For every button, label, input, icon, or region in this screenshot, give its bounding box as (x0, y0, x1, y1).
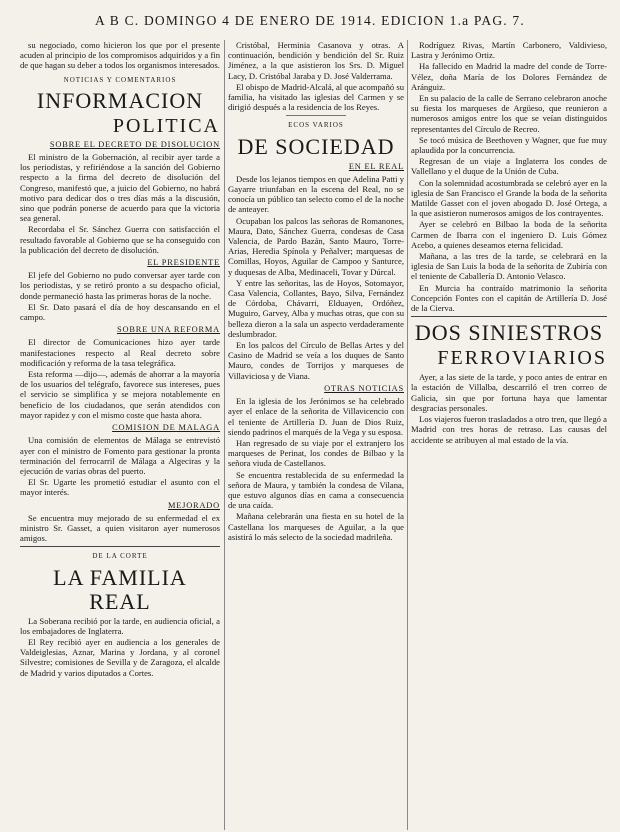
paragraph: Regresan de un viaje a Inglaterra los condes de Vallellano y el duque de la Unión de Cuba. (411, 156, 607, 177)
paragraph: Se encuentra restablecida de su enfermedad la señora de Maura, y también la condesa de Vilana, que estuvo algunos días en cama a consecuencia de una caída. (228, 469, 404, 511)
paragraph: En los palcos del Círculo de Bellas Artes y del Casino de Madrid se veía a los duques de Santo Mauro, condes de Torrijos y marqueses de Villaviciosa y de Viana. (228, 340, 404, 381)
divider (20, 546, 220, 547)
column-rule-2 (407, 40, 408, 830)
paragraph: Recordaba el Sr. Sánchez Guerra con satisfacción el resultado favorable al Gobierno que se ha conseguido con la publicación del decreto de disolución. (20, 224, 220, 255)
paragraph: La Soberana recibió por la tarde, en audiencia oficial, a los embajadores de Inglaterra. (20, 615, 220, 636)
paragraph: El Sr. Dato pasará el día de hoy descansando en el campo. (20, 301, 220, 323)
divider (286, 115, 346, 116)
paragraph: En la iglesia de los Jerónimos se ha celebrado ayer el enlace de la señorita de Villavicencio con el teniente de Artillería D. Juan de Dios Ruiz, siendo padrinos el marqués de la Vega y su esposa. (228, 396, 404, 437)
paragraph: Esta reforma —dijo—, además de ahorrar a la mayoría de los usuarios del telégrafo, favorece sus intereses, pues el servicio se simplifica y se mejora notablemente en beneficio de los ciudadanos, que serán atendidos con mayor rapidez y con el mismo coste que hasta ahora. (20, 369, 220, 420)
paragraph: El Rey recibió ayer en audiencia a los generales de Valdeiglesias, Aznar, Marina y Jordana, y al coronel Silvestre; comisiones de Sevilla y de Zaragoza, el alcalde de Madrid y varios diputados a Cortes. (20, 636, 220, 678)
paragraph: Ayer, a las siete de la tarde, y poco antes de entrar en la estación de Villalba, descarriló el tren correo de Galicia, sin que por fortuna haya que lamentar desgracias personales. (411, 372, 607, 413)
paragraph: Una comisión de elementos de Málaga se entrevistó ayer con el ministro de Fomento para gestionar la pronta terminación del ferrocarril de Málaga a Algeciras y la ejecución de varias obras del puerto. (20, 435, 220, 476)
column-3 (411, 40, 607, 830)
paragraph: Mañana, a las tres de la tarde, se celebrará en la iglesia de San Luis la boda de la señorita de Zubiría con el teniente de Caballería D. Antonio Velasco. (411, 251, 607, 282)
headline-ferroviarios: FERROVIARIOS (437, 347, 607, 370)
kicker-noticias: NOTICIAS Y COMENTARIOS (63, 75, 177, 84)
subhead-otras: OTRAS NOTICIAS (324, 383, 404, 393)
paragraph: Mañana celebrarán una fiesta en su hotel de la Castellana los marqueses de Aguilar, a la que asistirá lo más selecto de la sociedad madrileña. (228, 511, 404, 542)
paragraph: El jefe del Gobierno no pudo conversar ayer tarde con los periodistas, y se retiró pronto a su despacho oficial, donde permaneció hasta las primeras horas de la noche. (20, 270, 220, 301)
subhead-real: EN EL REAL (348, 161, 404, 171)
divider (411, 316, 607, 317)
subhead-comision: COMISION DE MALAGA (112, 423, 220, 433)
column-1-intro: su negociado, como hicieron los que por el presente acuden al principio de los compromisos adquiridos y a fin de que hagan su deber a todos los organismos interesados. (20, 40, 220, 71)
headline-siniestros: DOS SINIESTROS (414, 320, 604, 346)
subhead-mejorado: MEJORADO (167, 500, 220, 510)
paragraph: El Sr. Ugarte les prometió estudiar el asunto con el mayor interés. (20, 477, 220, 498)
paragraph: El obispo de Madrid-Alcalá, al que acompañó su familia, ha visitado las iglesias del Carmen y se dirigió después a la residencia de los Reyes. (228, 81, 404, 113)
paragraph: Han regresado de su viaje por el extranjero los marqueses de Perinat, los condes de Bilbao y la señora viuda de Castellanos. (228, 437, 404, 469)
kicker-corte: DE LA CORTE (92, 552, 148, 561)
paragraph: El director de Comunicaciones hizo ayer tarde manifestaciones respecto al Real decreto sobre modificación y reforma de la tasa telegráfica. (20, 337, 220, 368)
column-2 (228, 40, 404, 830)
paragraph: Los viajeros fueron trasladados a otro tren, que llegó a Madrid con tres horas de retraso. Las causas del accidente se atribuyen al mal estado de la vía. (411, 414, 607, 445)
column-1 (20, 40, 220, 830)
subhead-reforma: SOBRE UNA REFORMA (117, 325, 220, 335)
headline-sociedad: DE SOCIEDAD (237, 133, 395, 159)
paragraph: En Murcia ha contraído matrimonio la señorita Concepción Fontes con el capitán de Artillería D. José de la Cierva. (411, 282, 607, 314)
paragraph: El ministro de la Gobernación, al recibir ayer tarde a los periodistas, y refiriéndose a la sanción del Gobierno respecto a la firma del decreto de disolución del Congreso, manifestó que, a juicio del Gobierno, no habrá motivo para dedicar dos o tres días más a la discusión, sino que podrán ponerse de acuerdo para que la victoria sea general. (20, 152, 220, 224)
column-3-intro: Rodríguez Rivas, Martín Carbonero, Valdivieso, Lastra y Jerónimo Ortiz. (411, 40, 607, 61)
subhead-presidente: EL PRESIDENTE (147, 258, 220, 268)
running-header: A B C. DOMINGO 4 DE ENERO DE 1914. EDICION 1.a PAG. 7. (95, 13, 525, 28)
headline-politica: POLITICA (112, 114, 220, 137)
paragraph: Con la solemnidad acostumbrada se celebró ayer en la iglesia de San Francisco el Grande la boda de la señorita Matilde Gasset con el joven abogado D. José Ortega, a la que asistieron numerosos amigos de los contrayentes. (411, 177, 607, 219)
headline-informacion: INFORMACION (36, 87, 204, 113)
paragraph: Y entre las señoritas, las de Hoyos, Sotomayor, Casa Valencia, Collantes, Bayo, Silva, Fernández de Córdoba, Chávarri, Elduayen, Ordóñez, Muguiro, Garvey, Alba y muchas otras, que con su belleza dieron a la sala un aspecto verdaderamente deslumbrador. (228, 277, 404, 339)
paragraph: Se encuentra muy mejorado de su enfermedad el ex ministro Sr. Gasset, a quien visitaron ayer numerosos amigos. (20, 512, 220, 544)
paragraph: Ha fallecido en Madrid la madre del conde de Torre-Vélez, doña María de los Dolores Fernández de Aránguiz. (411, 61, 607, 92)
paragraph: Desde los lejanos tiempos en que Adelina Patti y Gayarre triunfaban en la escena del Real, no se conocía un público tan selecto como el de la noche de anteayer. (228, 173, 404, 215)
column-2-intro: Cristóbal, Herminia Casanova y otras. A continuación, bendición y bendición del Sr. Ruiz Jiménez, a la que asistieron los Srs. D. Miguel Lacy, D. Cristóbal Jaraba y D. José Valderrama. (228, 40, 404, 81)
paragraph: En su palacio de la calle de Serrano celebraron anoche su fiesta los marqueses de Argüeso, que reunieron a numerosos amigos entre los que se veían distinguidos representantes del Círculo de Recreo. (411, 93, 607, 134)
paragraph: Ocupaban los palcos las señoras de Romanones, Maura, Dato, Sánchez Guerra, condesas de Casa Valencia, de Pardo Bazán, Santo Mauro, Torre-Arias, Heredia Spínola y Peñalver; marquesas de Comillas, Hoyos, Aguilar de Campoo y Santurce, y duquesas de Alba, Medinaceli, Tovar y Dúrcal. (228, 215, 404, 277)
kicker-ecos: ECOS VARIOS (288, 121, 344, 130)
headline-familia-real: LA FAMILIA REAL (53, 564, 187, 614)
paragraph: Ayer se celebró en Bilbao la boda de la señorita Carmen de Ibarra con el ingeniero D. Luis Gómez Acebo, a quienes deseamos eterna felicidad. (411, 219, 607, 250)
column-rule-1 (224, 40, 225, 830)
subhead-decreto: SOBRE EL DECRETO DE DISOLUCION (49, 139, 220, 149)
paragraph: Se tocó música de Beethoven y Wagner, que fue muy aplaudida por la concurrencia. (411, 134, 607, 156)
